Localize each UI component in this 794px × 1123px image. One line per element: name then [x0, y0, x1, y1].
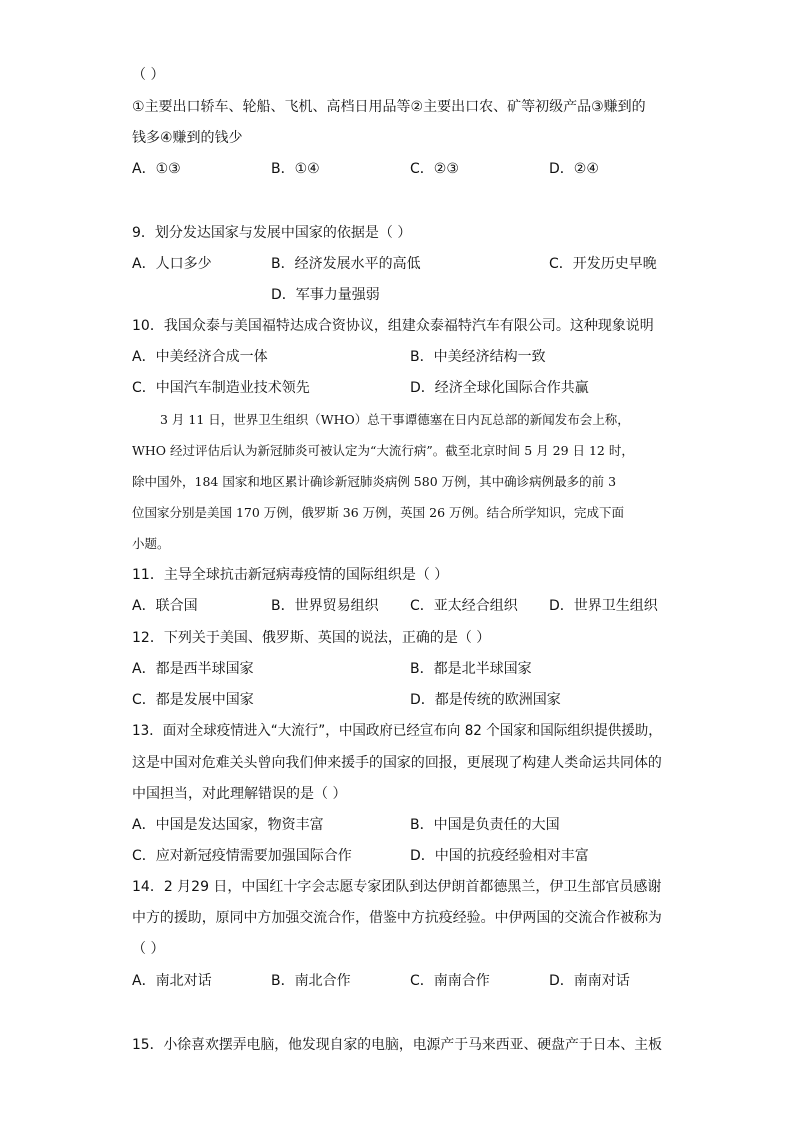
q10-option-c: C．中国汽车制造业技术领先 — [132, 380, 310, 396]
q15-stem-line-1: 15．小徐喜欢摆弄电脑，他发现自家的电脑，电源产于马来西亚、硬盘产于日本、主板 — [132, 1037, 662, 1053]
q13-stem-line-3: 中国担当，对此理解错误的是（ ） — [132, 786, 347, 802]
q14-paren: （ ） — [132, 941, 165, 957]
q11-option-d: D．世界卫生组织 — [549, 598, 658, 614]
q10-option-d: D．经济全球化国际合作共赢 — [410, 380, 589, 396]
q12-stem: 12．下列关于美国、俄罗斯、英国的说法，正确的是（ ） — [132, 630, 491, 646]
q13-option-b: B．中国是负责任的大国 — [410, 817, 560, 833]
q12-option-d: D．都是传统的欧洲国家 — [410, 692, 561, 708]
q8-paren: （ ） — [132, 67, 165, 83]
q11-stem: 11．主导全球抗击新冠病毒疫情的国际组织是（ ） — [132, 567, 449, 583]
passage-line-2: WHO 经过评估后认为新冠肺炎可被认定为“大流行病”。截至北京时间 5 月 29 日 12 时， — [132, 443, 634, 458]
q8-option-d: D．②④ — [549, 161, 599, 177]
q8-option-b: B．①④ — [271, 161, 320, 177]
q10-option-a: A．中美经济合成一体 — [132, 349, 268, 365]
q9-option-b: B．经济发展水平的高低 — [271, 256, 421, 272]
q14-option-b: B．南北合作 — [271, 973, 351, 989]
q8-stem-line-2: 钱多④赚到的钱少 — [132, 130, 243, 146]
q13-option-d: D．中国的抗疫经验相对丰富 — [410, 848, 589, 864]
q14-stem-line-1: 14．2 月29 日，中国红十字会志愿专家团队到达伊朗首都德黑兰，伊卫生部官员感谢 — [132, 879, 662, 895]
q12-option-a: A．都是西半球国家 — [132, 661, 254, 677]
q8-option-c: C．②③ — [410, 161, 459, 177]
q11-option-c: C．亚太经合组织 — [410, 598, 518, 614]
q8-option-a: A．①③ — [132, 161, 181, 177]
q11-option-b: B．世界贸易组织 — [271, 598, 379, 614]
q12-option-c: C．都是发展中国家 — [132, 692, 254, 708]
q14-option-a: A．南北对话 — [132, 973, 212, 989]
q12-option-b: B．都是北半球国家 — [410, 661, 532, 677]
q11-option-a: A．联合国 — [132, 598, 198, 614]
q14-option-d: D．南南对话 — [549, 973, 630, 989]
passage-line-1: 3 月 11 日，世界卫生组织（WHO）总干事谭德塞在日内瓦总部的新闻发布会上称， — [160, 412, 630, 427]
q13-stem-line-2: 这是中国对危难关头曾向我们伸来援手的国家的回报，更展现了构建人类命运共同体的 — [132, 755, 662, 771]
passage-line-5: 小题。 — [132, 536, 170, 551]
passage-line-3: 除中国外，184 国家和地区累计确诊新冠肺炎病例 580 万例，其中确诊病例最多的前 3 — [132, 474, 617, 489]
q13-option-a: A．中国是发达国家，物资丰富 — [132, 817, 324, 833]
q13-option-c: C．应对新冠疫情需要加强国际合作 — [132, 848, 352, 864]
q9-option-d: D．军事力量强弱 — [271, 287, 380, 303]
q10-stem: 10．我国众泰与美国福特达成合资协议，组建众泰福特汽车有限公司。这种现象说明 — [132, 318, 654, 334]
q10-option-b: B．中美经济结构一致 — [410, 349, 546, 365]
q9-option-a: A．人口多少 — [132, 256, 212, 272]
q8-stem-line-1: ①主要出口轿车、轮船、飞机、高档日用品等②主要出口农、矿等初级产品③赚到的 — [132, 99, 646, 115]
q9-option-c: C．开发历史早晚 — [549, 256, 657, 272]
passage-line-4: 位国家分别是美国 170 万例，俄罗斯 36 万例，英国 26 万例。结合所学知识，完成下面 — [132, 505, 625, 520]
q9-stem: 9．划分发达国家与发展中国家的依据是（ ） — [132, 225, 412, 241]
q13-stem-line-1: 13．面对全球疫情进入“大流行”，中国政府已经宣布向 82 个国家和国际组织提供援助， — [132, 723, 662, 739]
q14-stem-line-2: 中方的援助，原同中方加强交流合作，借鉴中方抗疫经验。中伊两国的交流合作被称为 — [132, 910, 662, 926]
q14-option-c: C．南南合作 — [410, 973, 490, 989]
